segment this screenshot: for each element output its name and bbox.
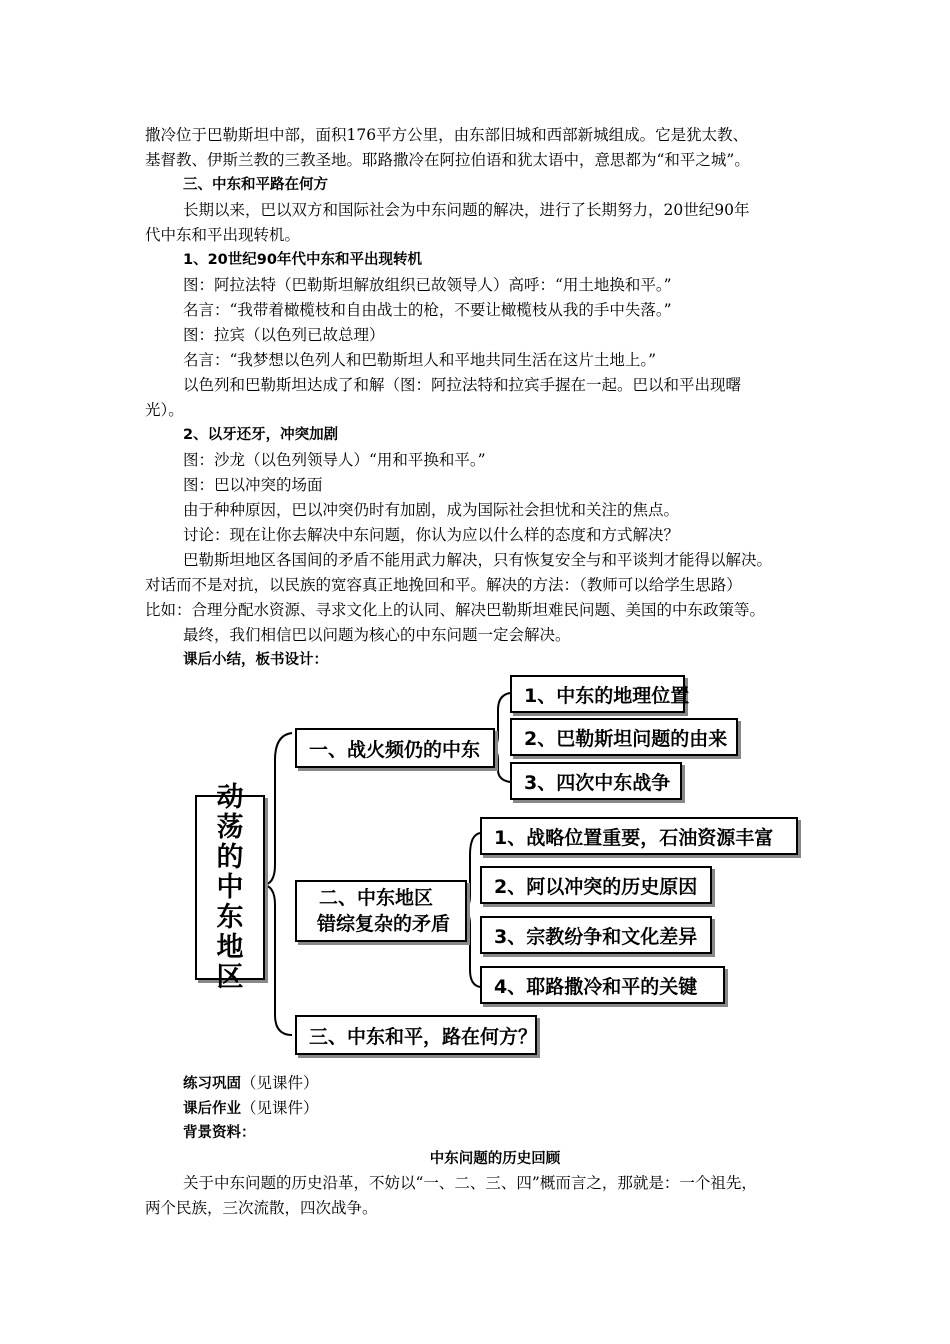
branch3-box: 三、中东和平，路在何方？ (295, 1015, 537, 1055)
section-heading: 三、中东和平路在何方 (183, 177, 328, 193)
branch2-item-box: 4、耶路撒冷和平的关键 (480, 966, 725, 1004)
paragraph-line: 代中东和平出现转机。 (145, 226, 301, 244)
root-char: 区 (216, 961, 244, 993)
paragraph-line: 以色列和巴勒斯坦达成了和解（图：阿拉法特和拉宾手握在一起。巴以和平出现曙 (183, 376, 742, 394)
subheading: 2、以牙还牙，冲突加剧 (183, 427, 339, 443)
homework-label: 课后作业 (183, 1101, 241, 1117)
paragraph-line: 长期以来，巴以双方和国际社会为中东问题的解决，进行了长期努力，20世纪90年 (183, 201, 750, 219)
practice-line (183, 1071, 319, 1096)
paragraph-line: 讨论：现在让你去解决中东问题，你认为应以什么样的态度和方式解决？ (183, 526, 680, 544)
subheading: 1、20世纪90年代中东和平出现转机 (183, 252, 422, 268)
branch2-box (295, 880, 467, 942)
root-char: 荡 (216, 811, 244, 843)
paragraph-line: 最终，我们相信巴以问题为核心的中东问题一定会解决。 (183, 626, 571, 644)
paragraph-line: 基督教、伊斯兰教的三教圣地。耶路撒冷在阿拉伯语和犹太语中，意思都为“和平之城”。 (145, 151, 750, 169)
root-char: 动 (216, 781, 244, 813)
board-design-heading: 课后小结，板书设计： (183, 652, 328, 668)
branch2-line1: 二、中东地区 (319, 887, 434, 909)
practice-note: （见课件） (241, 1074, 319, 1092)
paragraph-line: 光）。 (145, 401, 184, 419)
root-char: 的 (216, 841, 244, 873)
root-char: 中 (216, 871, 244, 903)
diagram-root-box (195, 781, 265, 993)
root-char: 东 (216, 901, 244, 933)
paragraph-line: 图：阿拉法特（巴勒斯坦解放组织已故领导人）高呼：“用土地换和平。” (183, 276, 672, 294)
root-char: 地 (216, 931, 244, 963)
paragraph-line: 由于种种原因，巴以冲突仍时有加剧，成为国际社会担忧和关注的焦点。 (183, 501, 680, 519)
section-title: 中东问题的历史回顾 (429, 1151, 561, 1167)
branch1-item-box: 3、四次中东战争 (510, 762, 682, 800)
branch2-item-box: 3、宗教纷争和文化差异 (480, 916, 712, 954)
paragraph-line: 图：沙龙（以色列领导人）“用和平换和平。” (183, 451, 486, 469)
paragraph-line: 名言：“我带着橄榄枝和自由战士的枪，不要让橄榄枝从我的手中失落。” (183, 301, 672, 319)
branch2-item-box: 2、阿以冲突的历史原因 (480, 866, 712, 904)
branch1-item-box: 1、中东的地理位置 (510, 675, 685, 713)
paragraph-line: 比如：合理分配水资源、寻求文化上的认同、解决巴勒斯坦难民问题、美国的中东政策等。 (145, 601, 766, 619)
branch2-item-box: 1、战略位置重要，石油资源丰富 (480, 817, 798, 855)
practice-label: 练习巩固 (183, 1076, 241, 1092)
paragraph-line: 关于中东问题的历史沿革，不妨以“一、二、三、四”概而言之，那就是：一个祖先， (183, 1174, 757, 1192)
paragraph-line: 图：巴以冲突的场面 (183, 476, 323, 494)
paragraph-line: 图：拉宾（以色列已故总理） (183, 326, 385, 344)
paragraph-line: 撒冷位于巴勒斯坦中部，面积176平方公里，由东部旧城和西部新城组成。它是犹太教、 (145, 126, 749, 144)
background-label: 背景资料： (183, 1125, 256, 1141)
paragraph-line: 对话而不是对抗，以民族的宽容真正地挽回和平。解决的方法：（教师可以给学生思路） (145, 576, 742, 594)
homework-note: （见课件） (241, 1099, 319, 1117)
homework-line (183, 1096, 319, 1121)
branch1-item-box: 2、巴勒斯坦问题的由来 (510, 718, 738, 756)
branch2-line2: 错综复杂的矛盾 (317, 913, 451, 935)
paragraph-line: 名言：“我梦想以色列人和巴勒斯坦人和平地共同生活在这片土地上。” (183, 351, 657, 369)
branch1-box: 一、战火频仍的中东 (295, 728, 495, 768)
paragraph-line: 两个民族，三次流散，四次战争。 (145, 1199, 378, 1217)
paragraph-line: 巴勒斯坦地区各国间的矛盾不能用武力解决，只有恢复安全与和平谈判才能得以解决。 (183, 551, 773, 569)
